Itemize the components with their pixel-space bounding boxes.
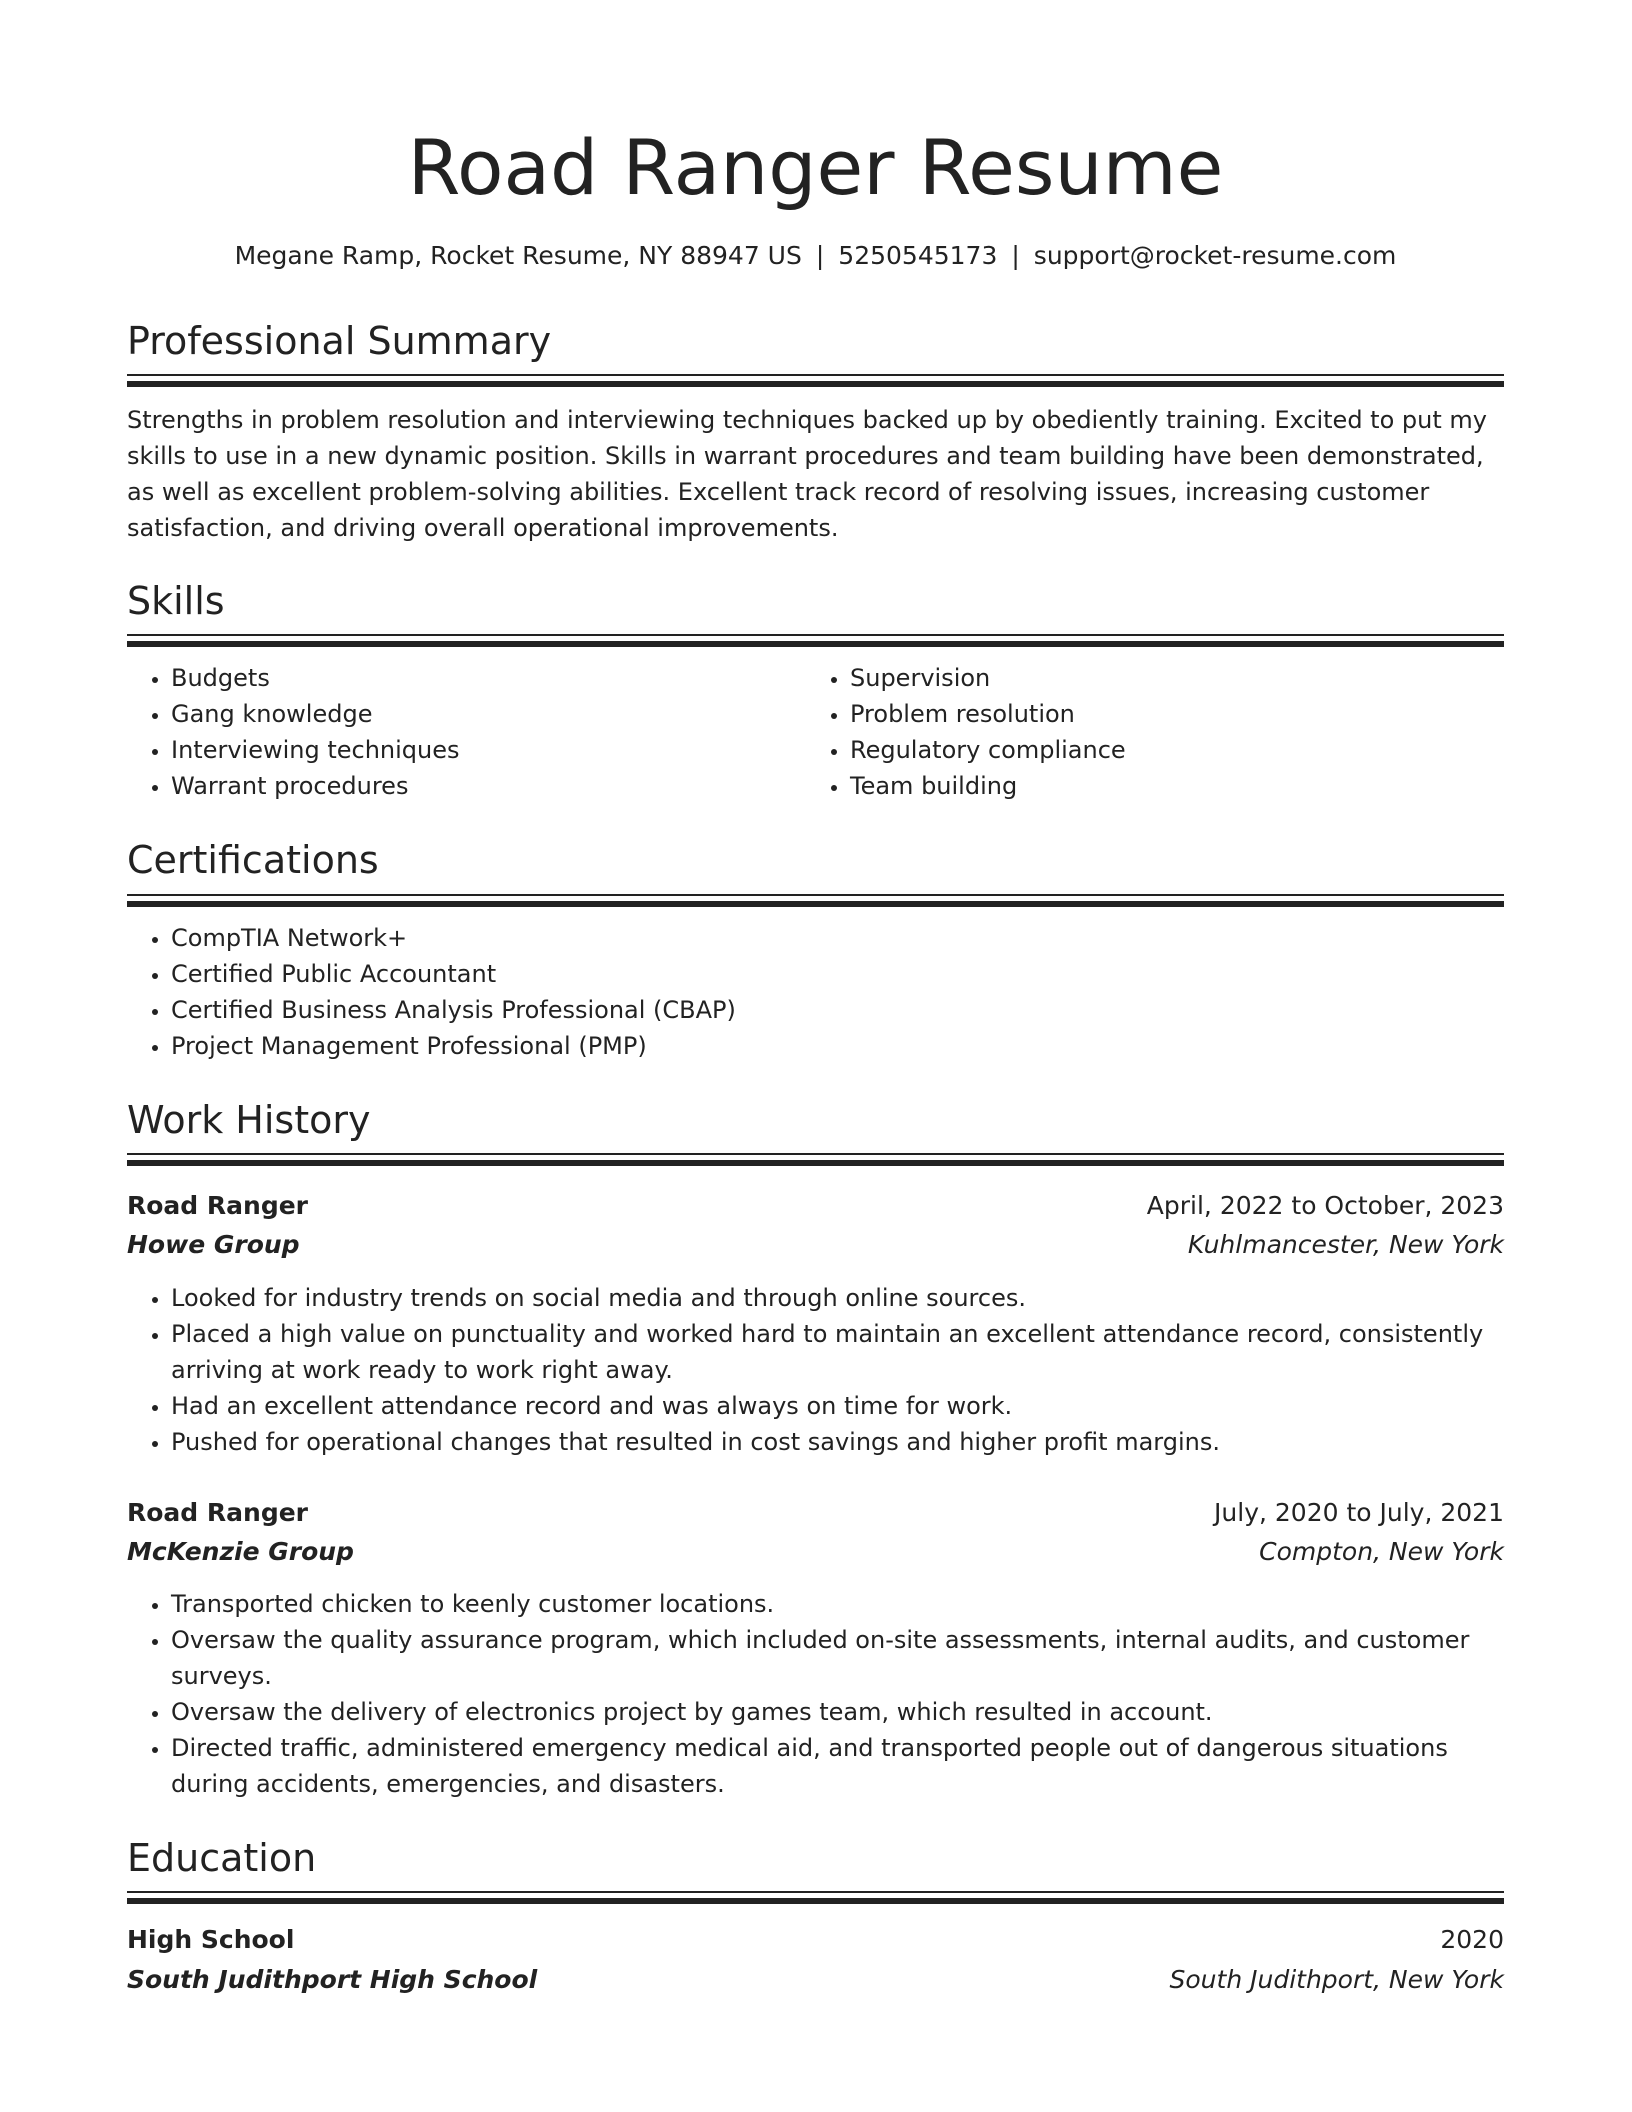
job-bullet: • Directed traffic, administered emergency medical aid, and transported people out of dangerous situations during accidents, emergencies, and disasters. xyxy=(171,1730,1504,1802)
job-company: McKenzie Group xyxy=(127,1537,354,1566)
job-company-row xyxy=(127,1226,1504,1264)
education-section-header xyxy=(127,1833,1504,1883)
certifications-section-header xyxy=(127,835,1504,885)
job-company: Howe Group xyxy=(127,1230,300,1259)
contact-address: Megane Ramp, Rocket Resume, NY 88947 US xyxy=(234,241,802,270)
contact-separator: | xyxy=(815,241,825,270)
summary-section-header xyxy=(127,316,1504,366)
certification-item: • CompTIA Network+ xyxy=(171,920,736,956)
education-school: South Judithport High School xyxy=(127,1965,538,1994)
education-school-row xyxy=(127,1961,1504,1999)
job-title: Road Ranger xyxy=(127,1498,308,1527)
skill-item: • Warrant procedures xyxy=(171,768,460,804)
section-title-certifications: Certifications xyxy=(127,838,379,882)
skill-item: • Regulatory compliance xyxy=(850,732,1126,768)
section-divider xyxy=(127,1891,1504,1904)
section-divider xyxy=(127,1153,1504,1166)
skill-item: • Supervision xyxy=(850,660,1126,696)
section-divider xyxy=(127,374,1504,387)
job-bullet: • Pushed for operational changes that resulted in cost savings and higher profit margins. xyxy=(171,1424,1504,1460)
education-location: South Judithport, New York xyxy=(1169,1965,1504,1994)
certification-item: • Certified Business Analysis Professional (CBAP) xyxy=(171,992,736,1028)
certifications-list xyxy=(127,920,736,1064)
job-company-row xyxy=(127,1533,1504,1571)
job-location: Kuhlmancester, New York xyxy=(1187,1230,1504,1259)
skill-item: • Interviewing techniques xyxy=(171,732,460,768)
contact-separator: | xyxy=(1011,241,1020,270)
section-divider xyxy=(127,894,1504,907)
skills-list-right xyxy=(806,660,1126,804)
certification-item: • Certified Public Accountant xyxy=(171,956,736,992)
section-title-summary: Professional Summary xyxy=(127,319,552,363)
education-year: 2020 xyxy=(1440,1925,1504,1954)
resume-title: Road Ranger Resume xyxy=(407,123,1224,212)
section-title-work: Work History xyxy=(127,1098,371,1142)
job-bullet: • Placed a high value on punctuality and worked hard to maintain an excellent attendance record, consistently arriving at work ready to work right away. xyxy=(171,1316,1504,1388)
job-bullet: • Oversaw the delivery of electronics project by games team, which resulted in account. xyxy=(171,1694,1504,1730)
job-location: Compton, New York xyxy=(1259,1537,1504,1566)
job-bullet: • Looked for industry trends on social media and through online sources. xyxy=(171,1280,1504,1316)
job-bullets xyxy=(127,1586,1504,1802)
job-dates: April, 2022 to October, 2023 xyxy=(1146,1191,1504,1220)
contact-phone: 5250545173 xyxy=(838,241,998,270)
contact-email: support@rocket-resume.com xyxy=(1033,241,1397,270)
education-header-row xyxy=(127,1921,1504,1959)
skill-item: • Problem resolution xyxy=(850,696,1126,732)
section-title-education: Education xyxy=(127,1836,317,1880)
job-bullet: • Transported chicken to keenly customer locations. xyxy=(171,1586,1504,1622)
job-dates: July, 2020 to July, 2021 xyxy=(1214,1498,1504,1527)
summary-text: Strengths in problem resolution and interviewing techniques backed up by obediently training. Excited to put my skills to use in a new dynamic position. Skills in warrant procedures and team building have been demonstrated, as well as excellent problem-solving abilities. Excellent track record of resolving issues, increasing customer satisfaction, and driving overall operational improvements. xyxy=(127,406,1487,542)
section-title-skills: Skills xyxy=(127,579,225,623)
skill-item: • Gang knowledge xyxy=(171,696,460,732)
job-bullets xyxy=(127,1280,1504,1460)
job-header-row xyxy=(127,1494,1504,1532)
job-header-row xyxy=(127,1187,1504,1225)
education-degree: High School xyxy=(127,1925,295,1954)
job-title: Road Ranger xyxy=(127,1191,308,1220)
skill-item: • Budgets xyxy=(171,660,460,696)
skills-section-header xyxy=(127,576,1504,626)
contact-line xyxy=(127,238,1504,274)
skills-list-left xyxy=(127,660,460,804)
skill-item: • Team building xyxy=(850,768,1126,804)
job-bullet: • Had an excellent attendance record and was always on time for work. xyxy=(171,1388,1504,1424)
certification-item: • Project Management Professional (PMP) xyxy=(171,1028,736,1064)
job-bullet: • Oversaw the quality assurance program, which included on-site assessments, internal audits, and customer surveys. xyxy=(171,1622,1504,1694)
work-section-header xyxy=(127,1095,1504,1145)
section-divider xyxy=(127,634,1504,647)
